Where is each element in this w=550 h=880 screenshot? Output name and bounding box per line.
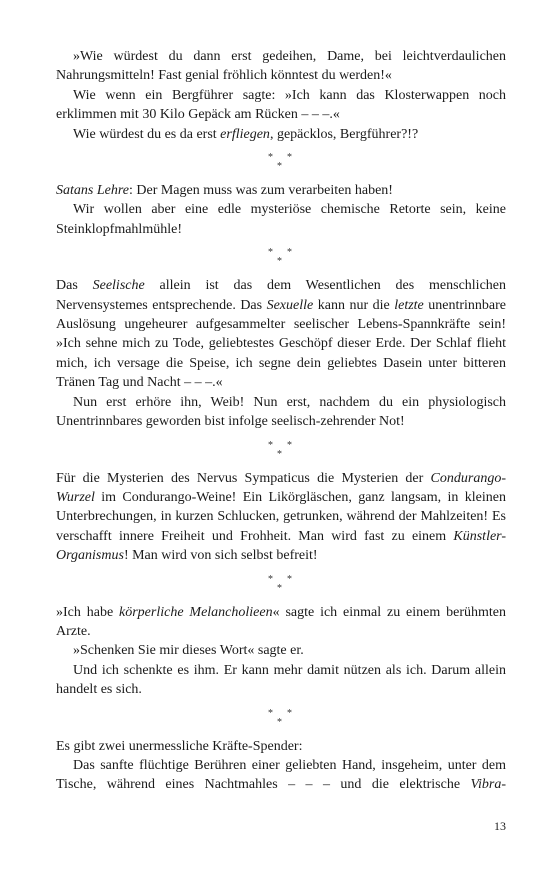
text-run: kann nur die	[313, 297, 395, 313]
text-run: »Schenken Sie mir dieses Wort« sagte er.	[73, 643, 304, 659]
text-run: Nun erst erhöre ihn, Weib! Nun erst, nachdem du ein physiologisch Unentrinnbares geworden bist infolge seelisch-zehrender Not!	[56, 394, 506, 430]
text-run: allein ist das dem Wesentlichen des menschlichen Nervensystemes entsprechende. Das	[56, 278, 506, 313]
asterism-star: *	[287, 152, 292, 164]
paragraph	[56, 181, 506, 200]
paragraph	[56, 737, 506, 756]
italic-text: erfliegen	[220, 126, 270, 142]
italic-text: Vibra-	[470, 777, 506, 793]
asterism-star: *	[277, 582, 282, 594]
paragraph	[56, 661, 506, 700]
asterism-star: *	[268, 707, 273, 719]
text-run: Wir wollen aber eine edle mysteriöse chemische Retorte sein, keine Steinklopfmahlmühle!	[56, 202, 506, 237]
italic-text: Satans Lehre	[56, 183, 129, 199]
asterism-star: *	[268, 247, 273, 259]
page-body	[56, 47, 506, 795]
asterism-separator	[56, 700, 506, 737]
asterism-star: *	[277, 716, 282, 728]
paragraph	[56, 756, 506, 795]
asterism-star: *	[277, 161, 282, 173]
asterism-star: *	[268, 573, 273, 585]
text-run: Wie wenn ein Bergführer sagte: »Ich kann das Klosterwappen noch erklimmen mit 30 Kilo Gepäck am Rücken – – –.«	[56, 87, 506, 123]
paragraph	[56, 200, 506, 239]
text-run: , gepäcklos, Bergführer?!?	[269, 126, 419, 142]
asterism-star: *	[268, 152, 273, 164]
text-run: »Ich habe	[56, 604, 120, 620]
asterism-star: *	[277, 448, 282, 460]
text-run: « sagte ich einmal zu einem berühmten Arzte.	[56, 604, 506, 639]
text-run: Und ich schenkte es ihm. Er kann mehr damit nützen als ich. Darum allein handelt es sich.	[56, 662, 506, 698]
paragraph	[56, 393, 506, 432]
italic-text: körperliche Melancholieen	[119, 604, 273, 620]
text-run: ! Man wird von sich selbst befreit!	[123, 548, 318, 564]
text-run: »Wie würdest du dann erst gedeihen, Dame, bei leichtverdaulichen Nahrungsmitteln! Fast genial fröhlich könntest du werden!«	[56, 49, 506, 84]
italic-text: Künstler-Organismus	[56, 528, 506, 564]
text-run: Das sanfte flüchtige Berühren einer geliebten Hand, insgeheim, unter dem Tische, während eines Nachtmahles – – – und die elektrische	[56, 757, 506, 793]
asterism-star: *	[287, 247, 292, 259]
asterism-separator	[56, 144, 506, 181]
asterism-star: *	[287, 439, 292, 451]
paragraph	[56, 125, 506, 144]
paragraph	[56, 47, 506, 86]
asterism-star: *	[277, 256, 282, 268]
paragraph	[56, 469, 506, 566]
text-run: Es gibt zwei unermessliche Kräfte-Spender:	[56, 738, 303, 754]
paragraph	[56, 603, 506, 642]
italic-text: Sexuelle	[266, 297, 314, 313]
asterism-separator	[56, 432, 506, 469]
text-run: : Der Magen muss was zum verarbeiten haben!	[128, 183, 393, 199]
text-run: unentrinnbare Auslösung ungeheurer aufgesammelter seelischer Lebens-Spannkräfte sein! »Ich sehne mich zu Tode, geliebtestes Geschöpf dieser Erde. Der Schlaf flieht mich, ich versage die Speise, ich segne dein geliebtes Dasein unter bitteren Tränen Tag und Nacht – – –.«	[56, 297, 507, 391]
text-run: Das	[56, 278, 93, 294]
asterism-star: *	[287, 573, 292, 585]
italic-text: Condurango-Wurzel	[56, 470, 506, 505]
text-run: Für die Mysterien des Nervus Sympaticus die Mysterien der	[56, 470, 431, 486]
italic-text: letzte	[394, 297, 424, 313]
paragraph	[56, 276, 506, 392]
asterism-star: *	[268, 439, 273, 451]
paragraph	[56, 86, 506, 125]
paragraph	[56, 641, 506, 660]
italic-text: Seelische	[92, 278, 145, 294]
asterism-separator	[56, 566, 506, 603]
asterism-separator	[56, 239, 506, 276]
text-run: Wie würdest du es da erst	[73, 126, 221, 142]
asterism-star: *	[287, 707, 292, 719]
page-number: 13	[494, 819, 506, 833]
text-run: im Condurango-Weine! Ein Likörgläschen, ganz langsam, in kleinen Unterbrechungen, in kurzen Schlucken, getrunken, während der Mahlzeiten! Es verschafft innere Freiheit und Frohheit. Man wird fast zu einem	[56, 489, 506, 544]
